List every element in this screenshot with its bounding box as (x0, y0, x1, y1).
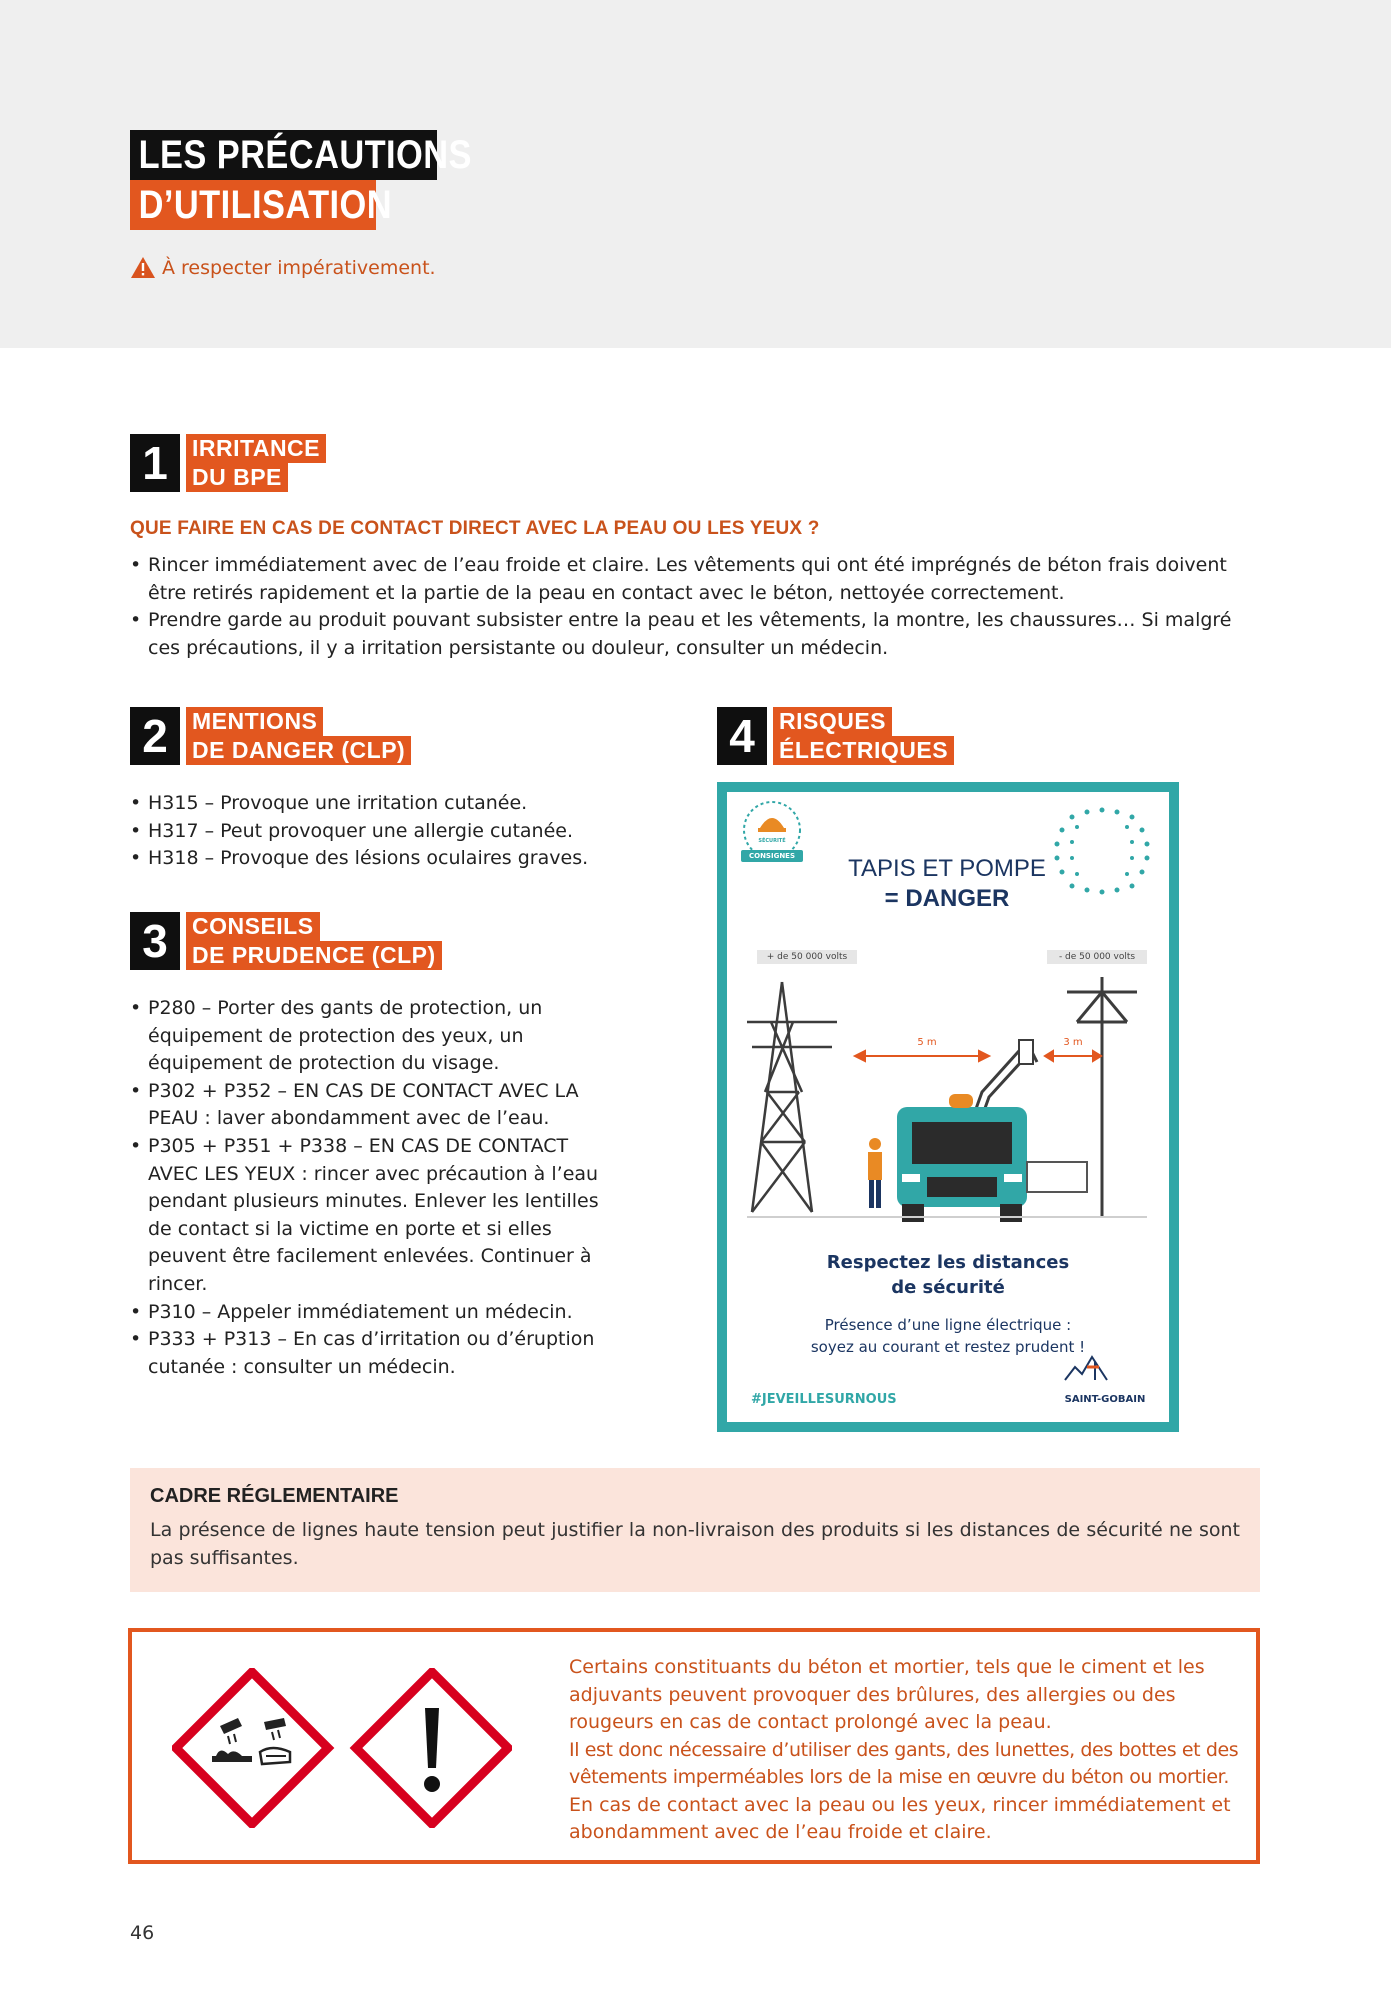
section-3-list (130, 995, 616, 1381)
page-title-line1: LES PRÉCAUTIONS (138, 133, 472, 177)
page-number: 46 (130, 1922, 155, 1944)
list-item: • Rincer immédiatement avec de l’eau froide et claire. Les vêtements qui ont été imprégnés de béton frais doivent être retirés rapidement et la partie de la peau en contact avec le béton, nettoyée correctement. (130, 552, 1260, 607)
warning-note (130, 256, 436, 279)
section-2-header (130, 707, 411, 765)
corrosive-icon (176, 1672, 328, 1824)
poster-brand: SAINT-GOBAIN (1064, 1394, 1146, 1405)
warning-note-text: À respecter impérativement. (162, 256, 436, 279)
pylon-icon (747, 982, 837, 1212)
section-number: 2 (130, 707, 180, 765)
section-number: 4 (717, 707, 767, 765)
regulatory-box-title: CADRE RÉGLEMENTAIRE (150, 1485, 399, 1507)
hazard-warning-paragraph: Il est donc nécessaire d’utiliser des gants, des lunettes, des bottes et des vêtements imperméables lors de la mise en œuvre du béton ou mortier. (569, 1738, 1239, 1788)
safety-poster-inner (727, 792, 1169, 1422)
warning-triangle-icon (130, 256, 156, 279)
section-tag-line1: MENTIONS (186, 707, 323, 736)
ghs-pictograms (172, 1668, 512, 1828)
poster-title (827, 854, 1067, 914)
section-1-question: QUE FAIRE EN CAS DE CONTACT DIRECT AVEC LA PEAU OU LES YEUX ? (130, 518, 820, 539)
section-tag (186, 434, 326, 492)
section-tag-line1: IRRITANCE (186, 434, 326, 463)
section-4-header (717, 707, 954, 765)
worker-icon (868, 1138, 882, 1208)
section-tag-line1: RISQUES (773, 707, 892, 736)
poster-badge-top: SÉCURITÉ (758, 838, 786, 844)
list-item: • P280 – Porter des gants de protection, un équipement de protection des yeux, un équipement de protection du visage. (130, 995, 616, 1078)
section-tag (186, 707, 411, 765)
section-2-list (130, 790, 650, 873)
poster-title-line1: TAPIS ET POMPE (848, 855, 1046, 882)
poster-distance-right: 3 m (1063, 1037, 1083, 1048)
hazard-warning-text (569, 1654, 1249, 1847)
list-item: • P310 – Appeler immédiatement un médecin. (130, 1299, 616, 1327)
page-title (130, 130, 472, 230)
section-tag-line2: ÉLECTRIQUES (773, 736, 954, 765)
dotted-circle-icon (1055, 808, 1150, 895)
section-tag-line2: DE DANGER (CLP) (186, 736, 411, 765)
list-item: • P305 + P351 + P338 – EN CAS DE CONTACT AVEC LES YEUX : rincer avec précaution à l’eau pendant plusieurs minutes. Enlever les lentilles de contact si la victime en porte et si elles peuvent être facilement enlevées. Continuer à rincer. (130, 1133, 616, 1299)
section-number: 1 (130, 434, 180, 492)
list-item: • Prendre garde au produit pouvant subsister entre la peau et les vêtements, la montre, les chaussures… Si malgré ces précautions, il y a irritation persistante ou douleur, consulter un médecin. (130, 607, 1260, 662)
poster-badge-ribbon: CONSIGNES (748, 852, 796, 860)
page-title-line2-box (130, 180, 392, 230)
poster-text-line2: soyez au courant et restez prudent ! (810, 1338, 1086, 1356)
section-tag-line2: DU BPE (186, 463, 288, 492)
page-title-line1-box (130, 130, 472, 180)
hazard-warning-box (128, 1628, 1260, 1864)
list-item: • H318 – Provoque des lésions oculaires graves. (130, 845, 650, 873)
section-tag (773, 707, 954, 765)
list-item: • H315 – Provoque une irritation cutanée. (130, 790, 650, 818)
list-item: • P333 + P313 – En cas d’irritation ou d’éruption cutanée : consulter un médecin. (130, 1326, 616, 1381)
list-item: • H317 – Peut provoquer une allergie cutanée. (130, 818, 650, 846)
hazard-warning-paragraph: Certains constituants du béton et mortier, tels que le ciment et les adjuvants peuvent provoquer des brûlures, des allergies ou des rougeurs en cas de contact prolongé avec la peau. (569, 1656, 1205, 1733)
poster-subtitle (767, 1250, 1129, 1300)
section-tag-line2: DE PRUDENCE (CLP) (186, 941, 442, 970)
section-1-header (130, 434, 326, 492)
safety-poster (717, 782, 1179, 1432)
section-tag (186, 912, 442, 970)
poster-label-right: - de 50 000 volts (1058, 952, 1136, 962)
hazard-warning-paragraph: En cas de contact avec la peau ou les yeux, rincer immédiatement et abondamment avec de l’eau froide et claire. (569, 1793, 1231, 1843)
saint-gobain-logo-icon (1065, 1357, 1107, 1380)
section-tag-line1: CONSEILS (186, 912, 320, 941)
poster-title-line2: = DANGER (884, 885, 1010, 912)
poster-text (757, 1314, 1139, 1358)
regulatory-box-text: La présence de lignes haute tension peut justifier la non-livraison des produits si les distances de sécurité ne sont pas suffisantes. (150, 1519, 1240, 1569)
section-1-list (130, 552, 1260, 662)
page-title-line2: D’UTILISATION (138, 183, 392, 227)
truck-icon (897, 1094, 1087, 1222)
poster-distance-left: 5 m (917, 1037, 937, 1048)
poster-text-line1: Présence d’une ligne électrique : (824, 1316, 1072, 1334)
list-item: • P302 + P352 – EN CAS DE CONTACT AVEC LA PEAU : laver abondamment avec de l’eau. (130, 1078, 616, 1133)
section-3-header (130, 912, 442, 970)
poster-subtitle-line1: Respectez les distances (826, 1252, 1070, 1273)
power-pole-icon (1067, 977, 1137, 1217)
poster-subtitle-line2: de sécurité (891, 1277, 1005, 1298)
regulatory-box (130, 1468, 1260, 1592)
poster-label-left: + de 50 000 volts (766, 952, 848, 962)
poster-hashtag: #JEVEILLESURNOUS (751, 1392, 897, 1407)
section-number: 3 (130, 912, 180, 970)
exclamation-hazard-icon (356, 1672, 508, 1824)
